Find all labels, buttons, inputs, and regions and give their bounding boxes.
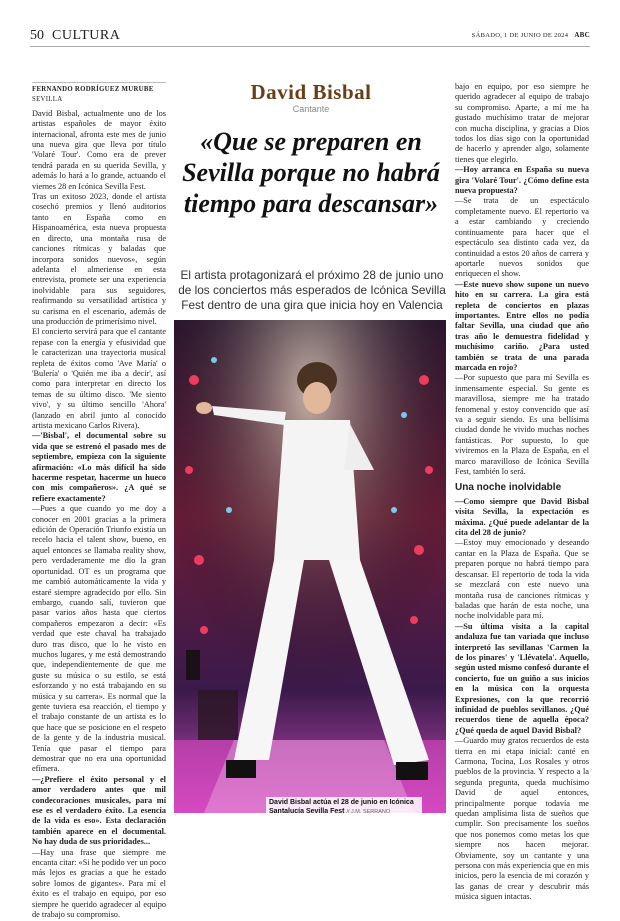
paragraph: bajo en equipo, por eso siempre he querido agradecer al equipo de trabajo su compromiso. Aparte, a mí me ha gustado muchísimo tratar de mejorar con mucha disciplina, y gracias a Dios todos los días sigo con la oportunidad de hacerlo y aprender algo, solamente tienes que elegirlo. — [455, 82, 589, 164]
subheading: Una noche inolvidable — [455, 482, 562, 494]
interviewee-name: David Bisbal — [250, 80, 372, 104]
headline: «Que se preparen en Sevilla porque no habrá tiempo para descansar» — [182, 127, 440, 218]
paragraph: —Se trata de un espectáculo completamente nuevo. El repertorio va a estar cambiando y creciendo continuamente para hacer que el espectáculo sea distinto cada vez, da continuidad a estos 20 años de carrera y aportarle nuevos sonidos que enriquecen el show. — [455, 196, 589, 279]
paragraph: —Pues a que cuando yo me doy a conocer en 2001 gracias a la primera edición de Operación Triunfo existía un recelo hacia el talent show, bueno, en aquel entonces se llamaba reality show, pero verdaderamente me dio la gran oportunidad. OT es un programa que me cambió automáticamente la vida y estaré siempre agradecido por ello. Sin embargo, cuando salí, tuvieron que pasar varios años hasta que ciertos compañeros empezaron a decir: «Es verdad que este chaval ha trabajado duro tras disco, que lo he visto en muchos lugares, y me está demostrando que, independientemente de que me guste su música o su estilo, se está esforzando y no está trabajando en su música y su carrera». Es normal que la gente tuviera esa reacción, el tiempo y el trabajo constante de un artista es lo que hace que se posicione en el respeto de la gente y de la industria musical. Tenía que pasar el tiempo para demostrar que no era una oportunidad efímera. — [32, 504, 166, 774]
question-paragraph: —'Bisbal', el documental sobre su vida que se estrenó el pasado mes de septiembre, empieza con la siguiente afirmación: «Lo más difícil ha sido hacerme respetar, hacerme un hueco con mis compañeros». ¿A qué se refiere exactamente? — [32, 431, 166, 503]
column-left — [32, 82, 166, 920]
concert-photo-illustration — [174, 320, 446, 813]
city: SEVILLA — [32, 96, 63, 104]
photo-caption — [266, 797, 422, 818]
paper-name: ABC — [574, 31, 590, 39]
interviewee-role: Cantante — [292, 104, 330, 114]
paragraph: David Bisbal, actualmente uno de los artistas españoles de mayor éxito internacional, afronta este mes de junio una nueva gira que lleva por título 'Volaré Tour'. Como era de prever tendrá parada en su querida Sevilla, y además lo hará a lo grande, actuando el viernes 28 en Icónica Sevilla Fest. — [32, 108, 166, 191]
page-number: 50 — [30, 28, 44, 43]
column-right — [455, 82, 589, 902]
header-divider — [30, 46, 590, 47]
concert-photo — [174, 320, 446, 813]
byline-rule — [32, 82, 166, 83]
page-header — [30, 28, 590, 48]
column-right-body — [455, 82, 589, 903]
author: FERNANDO RODRÍGUEZ MURUBE — [32, 86, 154, 93]
section-name: CULTURA — [52, 28, 121, 43]
date-text: SÁBADO, 1 DE JUNIO DE 2024 — [471, 32, 569, 39]
paragraph: —Estoy muy emocionado y deseando cantar en la Plaza de España. Que se preparen porque no habrá tiempo para descansar. El repertorio de toda la vida se mezclará con este nuevo una montaña rusa de canciones rítmicas y baladas que harán de esta noche, una noche inolvidable para mí. — [455, 538, 589, 621]
paragraph: —Por supuesto que para mí Sevilla es inmensamente especial. Su gente es maravillosa, siempre me ha tratado fenomenal y estoy convencido que así va a seguir siendo. Es una bellísima ciudad donde he vivido muchas noches fantásticas. Por supuesto, lo que viviremos en la Plaza de España, en el marco maravilloso de Icónica Sevilla Fest, también lo será. — [455, 373, 589, 477]
column-left-body — [32, 109, 166, 921]
header-date — [472, 31, 590, 39]
dek: El artista protagonizará el próximo 28 de junio uno de los conciertos más esperados de Icónica Sevilla Fest dentro de una gira que inicia hoy en Valencia — [178, 268, 446, 312]
question-paragraph: —Como siempre que David Bisbal visita Sevilla, la expectación es máxima. ¿Qué puede adelantar de la cita del 28 de junio? — [455, 496, 589, 538]
question-paragraph: —Hoy arranca en España su nueva gira 'Volaré Tour'. ¿Cómo define esta nueva propuesta? — [455, 165, 589, 196]
paragraph: El concierto servirá para que el cantante repase con la energía y efusividad que le caracterizan una trayectoria musical repleta de éxitos como 'Ave María' o 'Bulería' o 'Quién me iba a decir', así como para interpretar en directo los temas de su último disco. 'Me siento vivo', y su último sencillo 'Ahora' (lanzado en abril junto al conocido artista mexicano Carlos Rivera). — [32, 327, 166, 430]
question-paragraph: —Este nuevo show supone un nuevo hito en su carrera. La gira está repleta de conciertos en plazas importantes. Entre ellos no podía faltar Sevilla, una ciudad que año tras año le demuestra fidelidad y muchísimo cariño. ¿Para usted también se trata de una parada marcada en rojo? — [455, 279, 589, 372]
caption-text: David Bisbal actúa el 28 de junio en Icónica Santalucía Sevilla Fest — [269, 799, 414, 815]
paragraph: Tras un exitoso 2023, donde el artista cosechó premios y llenó auditorios tanto en España como en Hispanoamérica, esta nueva propuesta en directo, una montaña rusa de canciones rítmicas y baladas que incorpora sonidos nuevos», según adelanta el almeriense en esta entrevista, promete ser una experiencia inolvidable para sus seguidores, reafirmando su versatilidad artística y su carisma en el escenario, además de una producción de primerísimo nivel. — [32, 192, 166, 326]
question-paragraph: —Su última visita a la capital andaluza fue tan variada que incluso interpretó las sevillanas 'Carmen la de los pinares' y 'Llévatela'. Aquello, según usted mismo confesó durante el concierto, fue un guiño a sus inicios en la música con la orquesta Expresiones, con la que recorrió infinidad de pueblos sevillanos. ¿Qué recuerdos tiene de aquella época? ¿Qué queda de aquel David Bisbal? — [455, 621, 589, 735]
paragraph: —Hay una frase que siempre me encanta citar: «Si he podido ver un poco más lejos es gracias a que he estado sobre lomos de gigantes». Para mí el éxito es el trabajo en equipo, por eso siempre he querido agradecer al equipo de trabajo su compromiso. — [32, 847, 166, 920]
paragraph: —Guardo muy gratos recuerdos de esta tierra en mi etapa inicial: canté en Carmona, Tocina, Los Rosales y otros pueblos de la provincia. Y respecto a la segunda pregunta, queda muchísimo David de aquel entonces, principalmente porque todavía me quedan amplísima lista de sueños que cumplir. Son precisamente los sueños que nos ponemos como metas los que siempre nos hacen mejorar. Obviamente, soy un cantante y una persona con más experiencia que en mis inicios, pero la esencia de mi corazón y las ganas de crear y descubrir más música siguen intactas. — [455, 736, 589, 902]
question-paragraph: —¿Prefiere el éxito personal y el amor verdadero antes que mil condecoraciones musicales, para mí ese es el verdadero éxito. La esencia de la vida es eso». Esta declaración también aparece en el documental. No hay duda de sus prioridades... — [32, 774, 166, 847]
photo-credit: // J.M. SERRANO — [346, 809, 391, 815]
